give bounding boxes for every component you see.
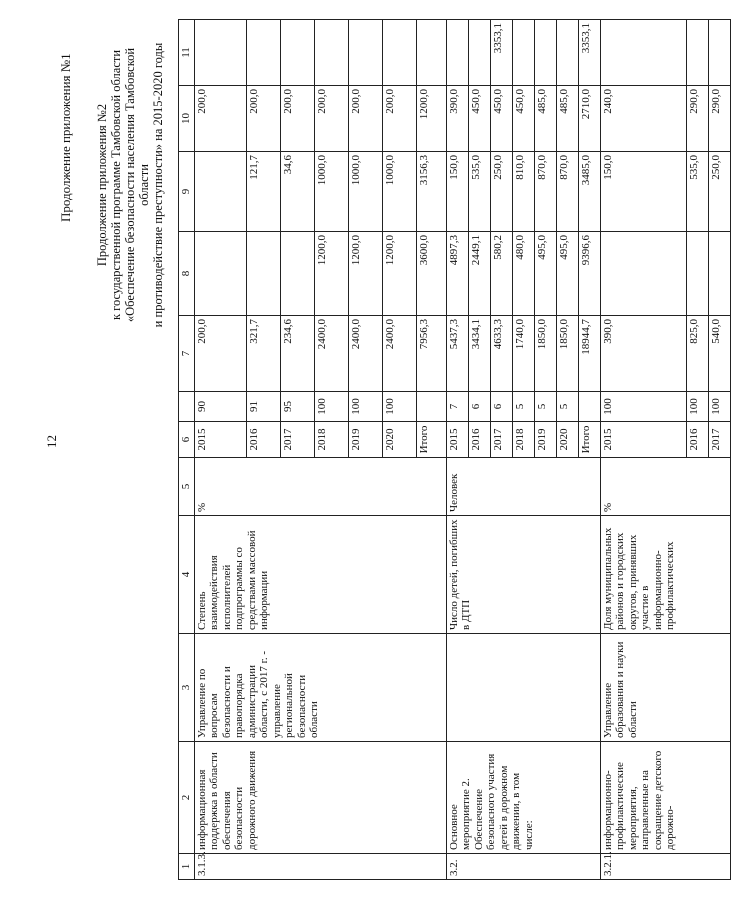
- total-cell: 234,6: [280, 316, 314, 392]
- column-number-cell: 6: [179, 422, 195, 458]
- other-sources-cell: [246, 20, 280, 86]
- local-budget-cell: 450,0: [512, 86, 534, 152]
- regional-budget-cell: 250,0: [708, 152, 730, 232]
- program-table-wrapper: [178, 20, 722, 880]
- local-budget-cell: 290,0: [686, 86, 708, 152]
- regional-budget-cell: 1000,0: [348, 152, 382, 232]
- year-cell: 2016: [686, 422, 708, 458]
- year-cell: 2018: [512, 422, 534, 458]
- indicator-value-cell: 100: [600, 392, 686, 422]
- program-table: [178, 19, 731, 880]
- local-budget-cell: 200,0: [280, 86, 314, 152]
- other-sources-cell: [280, 20, 314, 86]
- local-budget-cell: 200,0: [194, 86, 246, 152]
- local-budget-cell: 2710,0: [578, 86, 600, 152]
- federal-budget-cell: [246, 232, 280, 316]
- page-number: 12: [44, 435, 59, 448]
- executor-cell: Управление по вопросам безопасности и правопорядка администрации области, с 2017 г. - управление региональной безопасности области: [194, 634, 446, 742]
- other-sources-cell: [708, 20, 730, 86]
- regional-budget-cell: 1000,0: [382, 152, 416, 232]
- total-cell: 1740,0: [512, 316, 534, 392]
- section-name-cell: Основное мероприятие 2. Обеспечение безопасного участия детей в дорожном движении, в том числе:: [446, 742, 600, 854]
- table-row: [446, 20, 468, 880]
- local-budget-cell: 240,0: [600, 86, 686, 152]
- year-cell: 2015: [600, 422, 686, 458]
- indicator-value-cell: 95: [280, 392, 314, 422]
- year-cell: 2018: [314, 422, 348, 458]
- local-budget-cell: 290,0: [708, 86, 730, 152]
- column-number-cell: [179, 392, 195, 422]
- federal-budget-cell: 4897,3: [446, 232, 468, 316]
- other-sources-cell: [600, 20, 686, 86]
- column-number-cell: 4: [179, 516, 195, 634]
- federal-budget-cell: 1200,0: [314, 232, 348, 316]
- total-cell: 7956,3: [416, 316, 446, 392]
- total-cell: 390,0: [600, 316, 686, 392]
- total-cell: 2400,0: [314, 316, 348, 392]
- indicator-value-cell: 7: [446, 392, 468, 422]
- year-cell: 2020: [382, 422, 416, 458]
- column-number-cell: 9: [179, 152, 195, 232]
- total-cell: 200,0: [194, 316, 246, 392]
- local-budget-cell: 200,0: [348, 86, 382, 152]
- indicator-value-cell: 100: [686, 392, 708, 422]
- executor-cell: Управление образования и науки области: [600, 634, 730, 742]
- other-sources-cell: [468, 20, 490, 86]
- other-sources-cell: 3353,1: [490, 20, 512, 86]
- section-name-cell: информационная поддержка в области обеспечения безопасности дорожного движения: [194, 742, 446, 854]
- federal-budget-cell: [280, 232, 314, 316]
- regional-budget-cell: 810,0: [512, 152, 534, 232]
- table-row: [600, 20, 686, 880]
- indicator-cell: Число детей, погибших в ДТП: [446, 516, 600, 634]
- total-cell: 2400,0: [382, 316, 416, 392]
- regional-budget-cell: 250,0: [490, 152, 512, 232]
- total-cell: 321,7: [246, 316, 280, 392]
- other-sources-cell: [314, 20, 348, 86]
- year-cell: Итого: [578, 422, 600, 458]
- federal-budget-cell: 1200,0: [348, 232, 382, 316]
- federal-budget-cell: 2449,1: [468, 232, 490, 316]
- year-cell: 2016: [246, 422, 280, 458]
- other-sources-cell: [416, 20, 446, 86]
- other-sources-cell: [446, 20, 468, 86]
- annex-line-2: к государственной программе Тамбовской области: [109, 49, 123, 321]
- other-sources-cell: [382, 20, 416, 86]
- unit-cell: Человек: [446, 458, 600, 516]
- local-budget-cell: 450,0: [468, 86, 490, 152]
- other-sources-cell: 3353,1: [578, 20, 600, 86]
- total-cell: 1850,0: [556, 316, 578, 392]
- total-cell: 5437,3: [446, 316, 468, 392]
- year-cell: 2020: [556, 422, 578, 458]
- local-budget-cell: 1200,0: [416, 86, 446, 152]
- regional-budget-cell: 34,6: [280, 152, 314, 232]
- regional-budget-cell: 1000,0: [314, 152, 348, 232]
- year-cell: 2016: [468, 422, 490, 458]
- annex-line-1: Продолжение приложения №2: [95, 103, 109, 267]
- federal-budget-cell: 1200,0: [382, 232, 416, 316]
- section-id-cell: 3.2.: [446, 854, 600, 880]
- other-sources-cell: [534, 20, 556, 86]
- federal-budget-cell: 495,0: [534, 232, 556, 316]
- federal-budget-cell: [686, 232, 708, 316]
- total-cell: 18944,7: [578, 316, 600, 392]
- total-cell: 1850,0: [534, 316, 556, 392]
- federal-budget-cell: [708, 232, 730, 316]
- federal-budget-cell: 480,0: [512, 232, 534, 316]
- year-cell: 2017: [708, 422, 730, 458]
- indicator-value-cell: 100: [708, 392, 730, 422]
- indicator-value-cell: 100: [382, 392, 416, 422]
- other-sources-cell: [194, 20, 246, 86]
- indicator-value-cell: 90: [194, 392, 246, 422]
- year-cell: 2015: [446, 422, 468, 458]
- indicator-value-cell: 6: [490, 392, 512, 422]
- indicator-value-cell: 5: [556, 392, 578, 422]
- indicator-cell: Степень взаимодействия исполнителей подпрограммы со средствами массовой информации: [194, 516, 446, 634]
- total-cell: 2400,0: [348, 316, 382, 392]
- regional-budget-cell: 150,0: [600, 152, 686, 232]
- year-cell: 2017: [280, 422, 314, 458]
- indicator-value-cell: 100: [314, 392, 348, 422]
- indicator-value-cell: 100: [348, 392, 382, 422]
- regional-budget-cell: [194, 152, 246, 232]
- total-cell: 540,0: [708, 316, 730, 392]
- total-cell: 4633,3: [490, 316, 512, 392]
- annex-line-4: и противодействие преступности» на 2015-2020 годы: [151, 42, 165, 328]
- regional-budget-cell: 121,7: [246, 152, 280, 232]
- other-sources-cell: [556, 20, 578, 86]
- federal-budget-cell: [600, 232, 686, 316]
- federal-budget-cell: 580,2: [490, 232, 512, 316]
- table-row: [194, 20, 246, 880]
- local-budget-cell: 450,0: [490, 86, 512, 152]
- local-budget-cell: 485,0: [534, 86, 556, 152]
- unit-cell: %: [194, 458, 446, 516]
- indicator-value-cell: 5: [512, 392, 534, 422]
- regional-budget-cell: 3156,3: [416, 152, 446, 232]
- annex-line-3: «Обеспечение безопасности населения Тамбовской области: [123, 47, 151, 323]
- total-cell: 3434,1: [468, 316, 490, 392]
- regional-budget-cell: 535,0: [686, 152, 708, 232]
- federal-budget-cell: 3600,0: [416, 232, 446, 316]
- regional-budget-cell: 3485,0: [578, 152, 600, 232]
- local-budget-cell: 200,0: [382, 86, 416, 152]
- federal-budget-cell: [194, 232, 246, 316]
- other-sources-cell: [686, 20, 708, 86]
- section-id-cell: 3.1.3.: [194, 854, 446, 880]
- unit-cell: %: [600, 458, 730, 516]
- regional-budget-cell: 535,0: [468, 152, 490, 232]
- federal-budget-cell: 9396,6: [578, 232, 600, 316]
- total-cell: 825,0: [686, 316, 708, 392]
- other-sources-cell: [512, 20, 534, 86]
- indicator-value-cell: 5: [534, 392, 556, 422]
- section-name-cell: информационно-профилактические мероприятия, направленные на сокращение детского дорожно-: [600, 742, 730, 854]
- column-number-row: [179, 20, 195, 880]
- column-number-cell: 10: [179, 86, 195, 152]
- local-budget-cell: 200,0: [246, 86, 280, 152]
- regional-budget-cell: 870,0: [556, 152, 578, 232]
- continuation-note: Продолжение приложения №1: [58, 53, 73, 222]
- indicator-value-cell: [578, 392, 600, 422]
- year-cell: 2015: [194, 422, 246, 458]
- year-cell: 2019: [534, 422, 556, 458]
- column-number-cell: 7: [179, 316, 195, 392]
- regional-budget-cell: 150,0: [446, 152, 468, 232]
- indicator-value-cell: 91: [246, 392, 280, 422]
- indicator-cell: Доля муниципальных районов и городских округов, принявших участие в информационно-профилактических: [600, 516, 730, 634]
- column-number-cell: 8: [179, 232, 195, 316]
- section-id-cell: 3.2.1.: [600, 854, 730, 880]
- annex-header: [95, 35, 165, 335]
- column-number-cell: 2: [179, 742, 195, 854]
- year-cell: 2019: [348, 422, 382, 458]
- column-number-cell: 11: [179, 20, 195, 86]
- column-number-cell: 5: [179, 458, 195, 516]
- federal-budget-cell: 495,0: [556, 232, 578, 316]
- other-sources-cell: [348, 20, 382, 86]
- indicator-value-cell: 6: [468, 392, 490, 422]
- year-cell: 2017: [490, 422, 512, 458]
- local-budget-cell: 485,0: [556, 86, 578, 152]
- year-cell: Итого: [416, 422, 446, 458]
- regional-budget-cell: 870,0: [534, 152, 556, 232]
- indicator-value-cell: [416, 392, 446, 422]
- executor-cell: [446, 634, 600, 742]
- column-number-cell: 1: [179, 854, 195, 880]
- local-budget-cell: 200,0: [314, 86, 348, 152]
- column-number-cell: 3: [179, 634, 195, 742]
- local-budget-cell: 390,0: [446, 86, 468, 152]
